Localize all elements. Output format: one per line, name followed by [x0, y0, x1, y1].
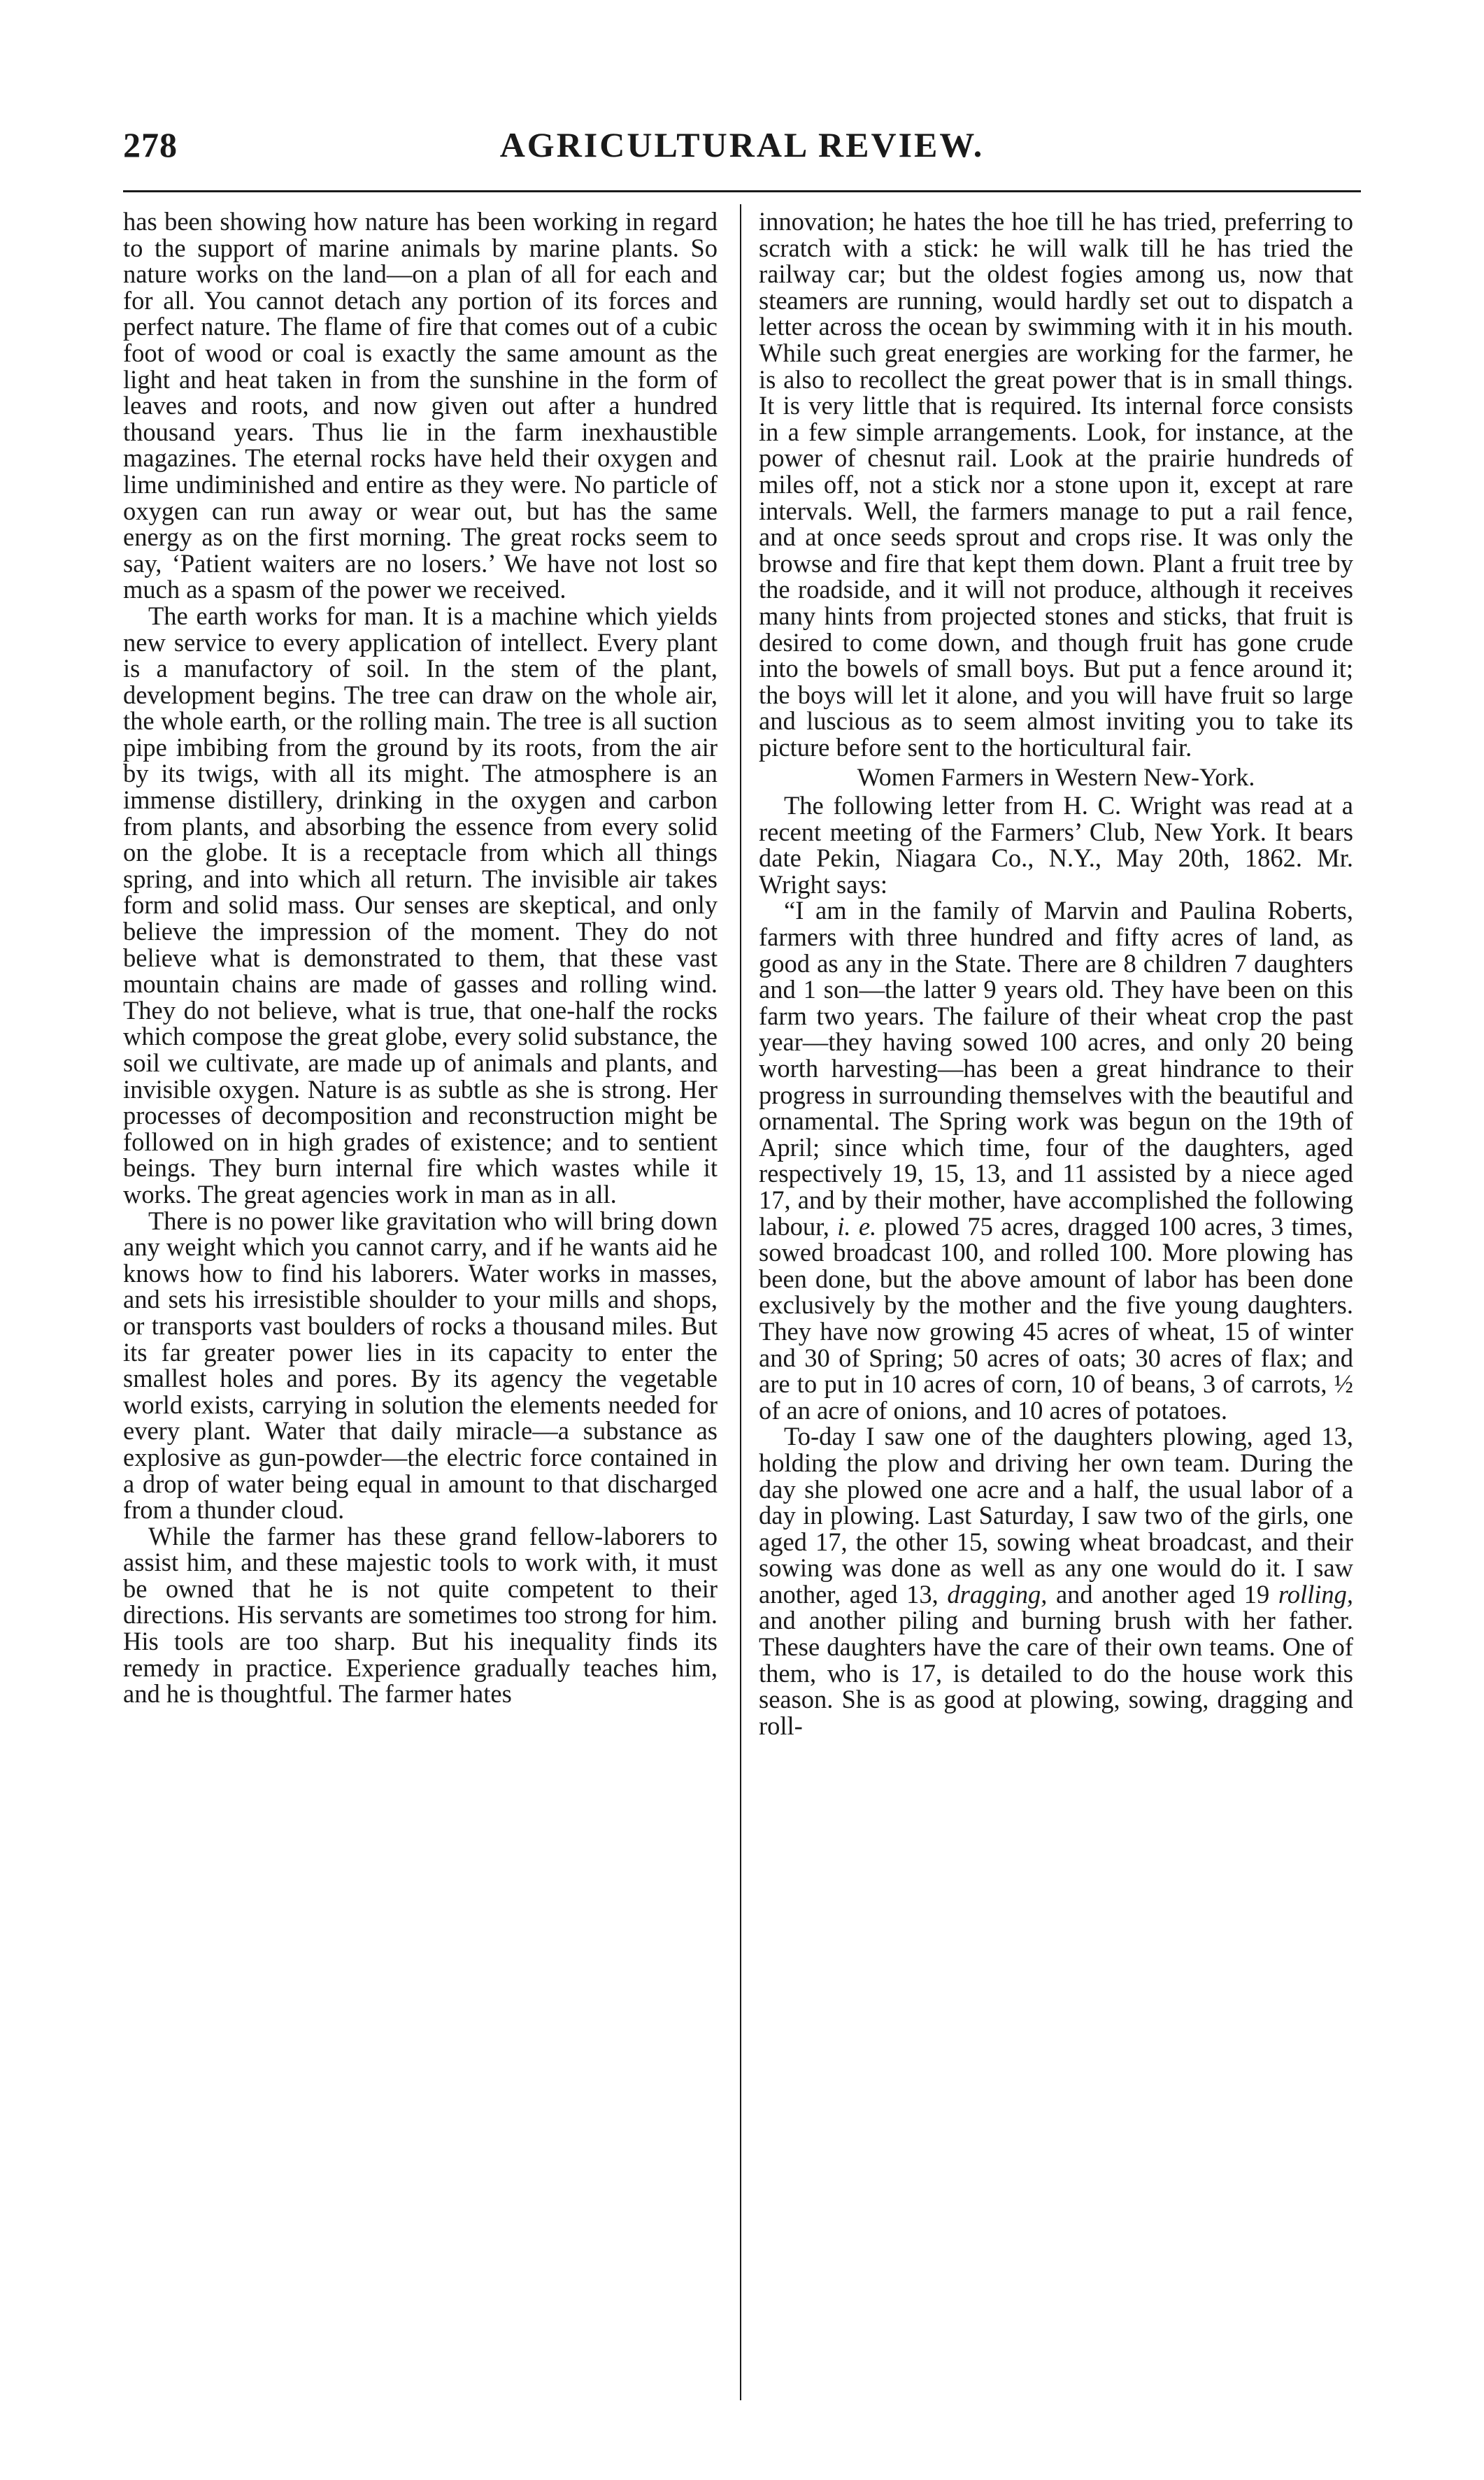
- right-column: [759, 208, 1353, 1739]
- italic-text: rolling,: [1278, 1579, 1354, 1609]
- paragraph: innovation; he hates the hoe till he has tried, preferring to scratch with a stick: he will walk till he has tried the railway car; but the oldest fogies among us, now that steamers are running, would hardly set out to dispatch a letter across the ocean by swimming with it in his mouth. While such great energies are working for the farmer, he is also to recollect the great power that is in small things. It is very little that is required. Its internal force consists in a few simple arrangements. Look, for instance, at the power of chesnut rail. Look at the prairie hundreds of miles off, not a stick nor a stone upon it, except at rare intervals. Well, the farmers manage to put a rail fence, and at once seeds sprout and crops rise. It was only the browse and fire that kept them down. Plant a fruit tree by the roadside, and it will not produce, although it receives many hints from projected stones and sticks, that fruit is desired to come down, and though fruit has gone crude into the bowels of small boys. But put a fence around it; the boys will let it alone, and you will have fruit so large and luscious as to seem almost inviting you to take its picture before sent to the horticultural fair.: [759, 207, 1353, 762]
- paragraph: The following letter from H. C. Wright was read at a recent meeting of the Farmers’ Club, New York. It bears date Pekin, Niagara Co., N.Y., May 20th, 1862. Mr. Wright says:: [759, 791, 1353, 899]
- paragraph: [759, 1423, 1353, 1739]
- column-divider: [740, 204, 741, 2400]
- paragraph-text: “I am in the family of Marvin and Paulina Roberts, farmers with three hundred and fifty acres of land, as good as any in the State. There are 8 children 7 daughters and 1 son—the latter 9 years old. They have been on this farm two years. The failure of their wheat crop the past year—they having sowed 100 acres, and only 20 being worth harvesting—has been a great hindrance to their progress in surrounding themselves with the beautiful and ornamental. The Spring work was begun on the 19th of April; since which time, four of the daughters, aged respectively 19, 15, 13, and 11 assisted by a niece aged 17, and by their mother, have accomplished the following labour,: [759, 896, 1353, 1241]
- paragraph-text: and another piling and burning brush with her father. These daughters have the care of their own teams. One of them, who is 17, is detailed to do the house work this season. She is as good at plowing, sowing, dragging and roll-: [759, 1606, 1353, 1740]
- page-number: 278: [123, 125, 178, 164]
- paragraph: [759, 897, 1353, 1423]
- paragraph: While the farmer has these grand fellow-laborers to assist him, and these majestic tools to work with, it must be owned that he is not quite competent to their directions. His servants are sometimes too strong for him. His tools are too sharp. But his inequality finds its remedy in practice. Experience gradually teaches him, and he is thoughtful. The farmer hates: [123, 1521, 718, 1709]
- header-rule: [123, 190, 1361, 192]
- left-column: [123, 208, 718, 1707]
- italic-text: dragging,: [947, 1579, 1048, 1609]
- section-heading: Women Farmers in Western New-York.: [857, 763, 1255, 792]
- italic-text: i. e.: [837, 1211, 877, 1241]
- paragraph: There is no power like gravitation who will bring down any weight which you cannot carry, and if he wants aid he knows how to find his laborers. Water works in masses, and sets his irresistible shoulder to your mills and shops, or transports vast boulders of rocks a thousand miles. But its far greater power lies in its capacity to enter the smallest holes and pores. By its agency the vegetable world exists, carrying in solution the elements needed for every plant. Water that daily miracle—a substance as explosive as gun-powder—the electric force contained in a drop of water being equal in amount to that discharged from a thunder cloud.: [123, 1206, 718, 1525]
- page-header: [123, 124, 1361, 180]
- paragraph: has been showing how nature has been working in regard to the support of marine animals by marine plants. So nature works on the land—on a plan of all for each and for all. You cannot detach any portion of its forces and perfect nature. The flame of fire that comes out of a cubic foot of wood or coal is exactly the same amount as the light and heat taken in from the sunshine in the form of leaves and roots, and now given out after a hundred thousand years. Thus lie in the farm inexhaustible magazines. The eternal rocks have held their oxygen and lime undiminished and entire as they were. No particle of oxygen can run away or wear out, but has the same energy as on the first morning. The great rocks seem to say, ‘Patient waiters are no losers.’ We have not lost so much as a spasm of the power we received.: [123, 207, 718, 604]
- running-title: AGRICULTURAL REVIEW.: [499, 125, 985, 164]
- paragraph-text: and another aged 19: [1055, 1579, 1270, 1609]
- paragraph: The earth works for man. It is a machine which yields new service to every application of intellect. Every plant is a manufactory of soil. In the stem of the plant, development begins. The tree can draw on the whole air, the whole earth, or the rolling main. The tree is all suction pipe imbibing from the ground by its roots, from the air by its twigs, with all its might. The atmosphere is an immense distillery, drinking in the oxygen and carbon from plants, and absorbing the essence from every solid on the globe. It is a receptacle from which all things spring, and into which all return. The invisible air takes form and solid mass. Our senses are skeptical, and only believe the impression of the moment. They do not believe what is demonstrated to them, that these vast mountain chains are made of gasses and rolling wind. They do not believe, what is true, that one-half the rocks which compose the great globe, every solid substance, the soil we cultivate, are made up of animals and plants, and invisible oxygen. Nature is as subtle as she is strong. Her processes of decomposition and reconstruction might be followed on in high grades of existence; and to sentient beings. They burn internal fire which wastes while it works. The great agencies work in man as in all.: [123, 601, 718, 1209]
- paragraph-text: plowed 75 acres, dragged 100 acres, 3 times, sowed broadcast 100, and rolled 100. More plowing has been done, but the above amount of labor has been done exclusively by the mother and the five young daughters. They have now growing 45 acres of wheat, 15 of winter and 30 of Spring; 50 acres of oats; 30 acres of flax; and are to put in 10 acres of corn, 10 of beans, 3 of carrots, ½ of an acre of onions, and 10 acres of potatoes.: [759, 1211, 1353, 1425]
- paragraph-text: To-day I saw one of the daughters plowing, aged 13, holding the plow and driving her own team. During the day she plowed one acre and a half, the usual labor of a day in plowing. Last Saturday, I saw two of the girls, one aged 17, the other 15, sowing wheat broadcast, and their sowing was done as well as any one would do it. I saw another, aged 13,: [759, 1422, 1353, 1609]
